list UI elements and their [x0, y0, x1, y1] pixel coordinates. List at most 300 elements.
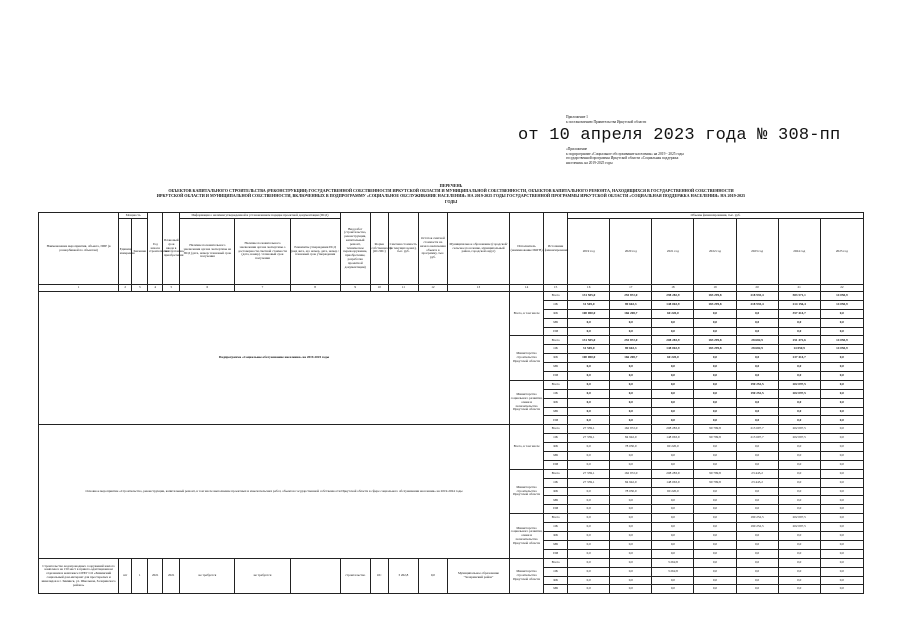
hdr-year: 2020 год	[610, 219, 652, 285]
amount-cell: 0,0	[694, 363, 736, 372]
amount-cell: 0,0	[694, 407, 736, 416]
object-c12: 0,0	[418, 558, 447, 594]
amount-cell: 0,0	[610, 389, 652, 398]
amount-cell: 27 339,1	[568, 478, 610, 487]
amount-cell: 0,0	[652, 327, 694, 336]
amount-cell: 31 505,0	[568, 345, 610, 354]
amount-cell: 100 000,0	[568, 354, 610, 363]
amount-cell: 14 050,9	[820, 300, 863, 309]
amount-cell: 0,0	[694, 549, 736, 558]
amount-cell: 27 339,1	[568, 469, 610, 478]
source-cell: ОБ	[544, 523, 568, 532]
amount-cell: 0,0	[610, 549, 652, 558]
amount-cell: 0,0	[568, 487, 610, 496]
hdr-c10: Форма собственности (ОС/МС)	[370, 213, 388, 285]
amount-cell: 190 252,5	[736, 380, 778, 389]
amount-cell: 0,0	[778, 532, 820, 541]
amount-cell: 0,0	[820, 460, 863, 469]
document-title	[40, 183, 862, 204]
amount-cell: 0,0	[610, 398, 652, 407]
hdr-c7: Наличие положительного заключения органа экспертизы о достоверности сметной стоимости (дата, номер) / плановый срок получения	[235, 219, 290, 285]
source-cell: Всего	[544, 558, 568, 567]
amount-cell: 0,0	[568, 327, 610, 336]
amount-cell: 0,0	[652, 389, 694, 398]
title-line-2: ОБЪЕКТОВ КАПИТАЛЬНОГО СТРОИТЕЛЬСТВА (РЕКОНСТРУКЦИИ) ГОСУДАРСТВЕННОЙ СОБСТВЕННОСТИ ИРКУТСКОЙ ОБЛАСТИ И МУНИЦИПАЛЬНОЙ СОБСТВЕННОСТИ, ОБЪЕКТОВ КАПИТАЛЬНОГО РЕМОНТА, НАХОДЯЩИХСЯ В ГОСУДАРСТВЕННОЙ СОБСТВЕННОСТИ	[168, 188, 734, 194]
amount-cell: 0,0	[652, 372, 694, 381]
title-line-3: ИРКУТСКОЙ ОБЛАСТИ И МУНИЦИПАЛЬНОЙ СОБСТВЕННОСТИ, ВКЛЮЧЕННЫХ В ПОДПРОГРАММУ «СОЦИАЛЬНОЕ ОБСЛУЖИВАНИЕ НАСЕЛЕНИЯ» НА 2019-2025 ГОДЫ ГОСУДАРСТВЕННОЙ ПРОГРАММЫ ИРКУТСКОЙ ОБЛАСТИ «СОЦИАЛЬНАЯ ПОДДЕРЖКА НАСЕЛЕНИЯ» НА 2019-2025	[156, 193, 746, 199]
object-c10: ОС	[370, 558, 388, 594]
amount-cell: 0,0	[652, 318, 694, 327]
amount-cell: 0,0	[568, 363, 610, 372]
amount-cell: 0,0	[778, 478, 820, 487]
objects-table	[38, 212, 864, 594]
amount-cell: 0,0	[652, 398, 694, 407]
amount-cell: 27 339,1	[568, 434, 610, 443]
amount-cell: 0,0	[694, 354, 736, 363]
amount-cell: 0,0	[778, 540, 820, 549]
amount-cell: 0,0	[736, 585, 778, 594]
amount-cell: 0,0	[820, 389, 863, 398]
amount-cell: 237 414,7	[778, 354, 820, 363]
amount-cell: 0,0	[820, 532, 863, 541]
source-cell: МБ	[544, 363, 568, 372]
amount-cell: 0,0	[652, 540, 694, 549]
amount-cell: 0,0	[694, 416, 736, 425]
amount-cell: 0,0	[694, 398, 736, 407]
source-cell: Всего	[544, 469, 568, 478]
hdr-power: Мощность	[119, 213, 148, 219]
hdr-year: 2025 год	[820, 219, 863, 285]
amount-cell: 202 097,5	[778, 389, 820, 398]
amount-cell: 0,0	[652, 460, 694, 469]
source-cell: Всего	[544, 336, 568, 345]
amount-cell: 0,0	[820, 540, 863, 549]
amount-cell: 0,0	[820, 372, 863, 381]
amount-cell: 0,0	[736, 443, 778, 452]
column-number: 10	[370, 285, 388, 292]
amount-cell: 0,0	[694, 496, 736, 505]
source-cell: ОБ	[544, 300, 568, 309]
amount-cell: 0,0	[568, 407, 610, 416]
amount-cell: 0,0	[820, 487, 863, 496]
amount-cell: 28 682,9	[736, 345, 778, 354]
hdr-year: 2022 год	[694, 219, 736, 285]
executor-cell: Министерство строительства Иркутской области	[510, 469, 544, 513]
amount-cell: 14 050,9	[820, 336, 863, 345]
amount-cell: 0,0	[778, 558, 820, 567]
source-cell: ФБ	[544, 487, 568, 496]
amount-cell: 0,0	[694, 309, 736, 318]
amount-cell: 0,0	[652, 549, 694, 558]
amount-cell: 0,0	[820, 523, 863, 532]
amount-cell: 0,0	[778, 407, 820, 416]
amount-cell: 0,0	[820, 558, 863, 567]
amount-cell: 0,0	[568, 460, 610, 469]
amount-cell: 0,0	[652, 407, 694, 416]
amount-cell: 0,0	[568, 567, 610, 576]
object-c11: 3 262,8	[388, 558, 418, 594]
amount-cell: 78 030,0	[610, 443, 652, 452]
amount-cell: 0,0	[652, 380, 694, 389]
amount-cell: 0,0	[610, 567, 652, 576]
section-label: Подпрограмма «Социальное обслуживание населения» на 2019-2025 годы	[39, 292, 510, 425]
amount-cell: 0,0	[820, 434, 863, 443]
amount-cell: 0,0	[736, 407, 778, 416]
amount-cell: 0,0	[568, 452, 610, 461]
hdr-year: 2021 год	[652, 219, 694, 285]
amount-cell: 0,0	[568, 523, 610, 532]
amount-cell: 0,0	[652, 452, 694, 461]
column-number: 18	[652, 285, 694, 292]
amount-cell: 3 262,8	[652, 558, 694, 567]
amount-cell: 0,0	[610, 496, 652, 505]
amount-cell: 0,0	[778, 469, 820, 478]
amount-cell: 0,0	[694, 576, 736, 585]
amount-cell: 0,0	[736, 487, 778, 496]
amount-cell: 0,0	[820, 309, 863, 318]
amount-cell: 0,0	[694, 567, 736, 576]
source-cell: ИИ	[544, 549, 568, 558]
hdr-year: 2024 год	[778, 219, 820, 285]
amount-cell: 84 942,0	[610, 478, 652, 487]
amount-cell: 0,0	[778, 576, 820, 585]
amount-cell: 0,0	[736, 460, 778, 469]
amount-cell: 0,0	[694, 532, 736, 541]
amount-cell: 0,0	[778, 398, 820, 407]
amount-cell: 0,0	[610, 558, 652, 567]
amount-cell: 0,0	[736, 363, 778, 372]
amount-cell: 89 663,3	[610, 345, 652, 354]
amount-cell: 0,0	[820, 354, 863, 363]
amount-cell: 190 252,5	[736, 389, 778, 398]
amount-cell: 0,0	[778, 318, 820, 327]
app-line-1: к подпрограмме «Социальное обслуживание населения» на 2019 - 2025 годы	[566, 151, 684, 156]
hdr-fin: Объемы финансирования, тыс. руб.	[568, 213, 864, 219]
amount-cell: 0,0	[568, 558, 610, 567]
amount-cell: 23 445,2	[736, 469, 778, 478]
amount-cell: 0,0	[736, 398, 778, 407]
title-line-4: ГОДЫ	[444, 198, 458, 204]
amount-cell: 0,0	[610, 523, 652, 532]
source-cell: ИИ	[544, 416, 568, 425]
amount-cell: 90 799,8	[694, 469, 736, 478]
column-number: 1	[39, 285, 119, 292]
amount-cell: 23 445,2	[736, 478, 778, 487]
object-name: Строительство водопроводных сооружений жилого комплекса на 150 мест в приюто-адаптационном отделении и комплексе ОГБУ СО «Зиминский социальный дом-интернат для престарелых и инвалидов в г. Зиминск, ул. Школьная, Заларинского района»	[39, 558, 119, 594]
amount-cell: 0,0	[736, 452, 778, 461]
amount-cell: 14 050,9	[820, 292, 863, 301]
amount-cell: 0,0	[778, 567, 820, 576]
amount-cell: 0,0	[568, 505, 610, 514]
column-number: 13	[447, 285, 509, 292]
amount-cell: 3 262,8	[652, 567, 694, 576]
amount-cell: 0,0	[652, 576, 694, 585]
source-cell: ИИ	[544, 327, 568, 336]
amount-cell: 78 030,0	[610, 487, 652, 496]
amount-cell: 162 972,0	[610, 469, 652, 478]
amount-cell: 0,0	[568, 380, 610, 389]
amount-cell: 14 050,9	[820, 345, 863, 354]
amount-cell: 0,0	[820, 505, 863, 514]
table-row	[39, 425, 864, 434]
hdr-c12: Остаток сметной стоимости на начало включения объекта в программу, тыс. руб.	[418, 213, 447, 285]
source-cell: Всего	[544, 425, 568, 434]
column-number: 21	[778, 285, 820, 292]
amount-cell: 190 252,5	[736, 514, 778, 523]
amount-cell: 60 220,0	[652, 354, 694, 363]
amount-cell: 166 208,7	[610, 309, 652, 318]
source-cell: ОБ	[544, 567, 568, 576]
amount-cell: 0,0	[610, 585, 652, 594]
amount-cell: 183 299,8	[694, 336, 736, 345]
column-number: 9	[340, 285, 370, 292]
amount-cell: 202 097,5	[778, 514, 820, 523]
source-cell: ИИ	[544, 460, 568, 469]
amount-cell: 0,0	[736, 318, 778, 327]
source-cell: ФБ	[544, 576, 568, 585]
source-cell: ФБ	[544, 354, 568, 363]
amount-cell: 148 063,9	[652, 300, 694, 309]
amount-cell: 0,0	[568, 416, 610, 425]
amount-cell: 0,0	[610, 460, 652, 469]
appendix-label: Приложение 1	[566, 115, 588, 119]
amount-cell: 0,0	[778, 460, 820, 469]
column-numbers-row	[39, 285, 864, 292]
hdr-year: 2023 год	[736, 219, 778, 285]
decree-label: к постановлению Правительства Иркутской области	[566, 119, 647, 124]
empty-cell	[290, 558, 340, 594]
hdr-c4: Год начала строительства	[148, 213, 163, 285]
amount-cell: 202 097,5	[778, 523, 820, 532]
amount-cell: 0,0	[694, 540, 736, 549]
amount-cell: 0,0	[820, 478, 863, 487]
column-number: 17	[610, 285, 652, 292]
amount-cell: 90 799,8	[694, 425, 736, 434]
object-c13: Муниципальное образование "Заларинский район"	[447, 558, 509, 594]
amount-cell: 190 252,5	[736, 523, 778, 532]
amount-cell: 0,0	[610, 318, 652, 327]
amount-cell: 148 063,9	[652, 434, 694, 443]
object-c14: Министерство строительства Иркутской области	[510, 558, 544, 594]
amount-cell: 0,0	[568, 443, 610, 452]
source-cell: МБ	[544, 540, 568, 549]
column-number: 12	[418, 285, 447, 292]
executor-cell: Министерство социального развития, опеки и попечительства Иркутской области	[510, 514, 544, 558]
amount-cell: 0,0	[610, 514, 652, 523]
amount-cell: 0,0	[736, 354, 778, 363]
amount-cell: 31 505,0	[568, 300, 610, 309]
object-unit: шт	[119, 558, 132, 594]
executor-cell: Министерство строительства Иркутской области	[510, 336, 544, 380]
amount-cell: 60 220,0	[652, 487, 694, 496]
amount-cell: 0,0	[694, 585, 736, 594]
source-cell: ФБ	[544, 309, 568, 318]
amount-cell: 0,0	[568, 398, 610, 407]
object-row	[39, 558, 864, 567]
amount-cell: 208 283,9	[652, 469, 694, 478]
amount-cell: 0,0	[568, 372, 610, 381]
amount-cell: 255 872,0	[610, 336, 652, 345]
amount-cell: 183 299,8	[694, 292, 736, 301]
amount-cell: 218 935,4	[736, 300, 778, 309]
amount-cell: 0,0	[820, 398, 863, 407]
amount-cell: 0,0	[694, 380, 736, 389]
amount-cell: 0,0	[610, 372, 652, 381]
column-number: 14	[510, 285, 544, 292]
amount-cell: 0,0	[736, 558, 778, 567]
source-cell: МБ	[544, 585, 568, 594]
table-row	[39, 292, 864, 301]
column-number: 3	[132, 285, 148, 292]
amount-cell: 0,0	[694, 505, 736, 514]
amount-cell: 0,0	[820, 363, 863, 372]
amount-cell: 0,0	[652, 532, 694, 541]
amount-cell: 255 872,0	[610, 292, 652, 301]
hdr-c5: Плановый срок ввода в эксплуатацию/ приобретения	[163, 213, 180, 285]
amount-cell: 0,0	[736, 576, 778, 585]
object-c6: не требуется	[180, 558, 235, 594]
amount-cell: 0,0	[820, 549, 863, 558]
amount-cell: 0,0	[736, 416, 778, 425]
hdr-c3: Значение	[132, 219, 148, 285]
amount-cell: 202 097,5	[778, 380, 820, 389]
amount-cell: 0,0	[610, 407, 652, 416]
amount-cell: 0,0	[820, 425, 863, 434]
amount-cell: 0,0	[694, 452, 736, 461]
column-number: 11	[388, 285, 418, 292]
column-number: 6	[180, 285, 235, 292]
column-number: 8	[290, 285, 340, 292]
amount-cell: 251 472,6	[778, 336, 820, 345]
amount-cell: 148 063,9	[652, 345, 694, 354]
amount-cell: 0,0	[778, 443, 820, 452]
amount-cell: 0,0	[736, 327, 778, 336]
amount-cell: 208 283,9	[652, 336, 694, 345]
source-cell: ОБ	[544, 389, 568, 398]
amount-cell: 0,0	[694, 372, 736, 381]
amount-cell: 0,0	[736, 309, 778, 318]
column-number: 4	[148, 285, 163, 292]
hdr-docs: Информация о наличии утвержденной и установленном порядке проектной документации (ПСД)	[180, 213, 340, 219]
amount-cell: 0,0	[610, 576, 652, 585]
source-cell: МБ	[544, 496, 568, 505]
column-number: 5	[163, 285, 180, 292]
source-cell: ОБ	[544, 478, 568, 487]
hdr-c15: Источники финансирования	[544, 213, 568, 285]
amount-cell: 131 505,0	[568, 292, 610, 301]
amount-cell: 218 935,4	[736, 292, 778, 301]
amount-cell: 0,0	[610, 505, 652, 514]
amount-cell: 0,0	[652, 585, 694, 594]
object-value: 1	[132, 558, 148, 594]
column-number: 19	[694, 285, 736, 292]
column-number: 16	[568, 285, 610, 292]
hdr-c8: Реквизиты утверждения ПСД (вид акта, его номер, дата, номер / плановый срок утверждения	[290, 219, 340, 285]
object-end: 2021	[163, 558, 180, 594]
amount-cell: 0,0	[694, 514, 736, 523]
object-c7: не требуется	[235, 558, 290, 594]
amount-cell: 214 156,4	[778, 300, 820, 309]
source-cell: ИИ	[544, 372, 568, 381]
amount-cell: 0,0	[610, 452, 652, 461]
amount-cell: 0,0	[652, 514, 694, 523]
source-cell: Всего	[544, 380, 568, 389]
hdr-c1: Наименование мероприятия, объекта, ППР (в разнорбивкой по объектам)	[39, 213, 119, 285]
source-cell: ФБ	[544, 398, 568, 407]
column-number: 22	[820, 285, 863, 292]
amount-cell: 183 299,8	[694, 300, 736, 309]
amount-cell: 0,0	[694, 523, 736, 532]
hdr-c9: Вид работ (строительство, реконструкция, капитальный ремонт, техническое перевооружение, приобретение, разработка проектной документации)	[340, 213, 370, 285]
amount-cell: 0,0	[778, 549, 820, 558]
column-number: 7	[235, 285, 290, 292]
source-cell: МБ	[544, 407, 568, 416]
amount-cell: 0,0	[736, 540, 778, 549]
amount-cell: 0,0	[778, 505, 820, 514]
amount-cell: 0,0	[568, 576, 610, 585]
amount-cell: 208 283,9	[652, 425, 694, 434]
source-cell: ФБ	[544, 532, 568, 541]
hdr-c2: Единица измерения	[119, 219, 132, 285]
amount-cell: 0,0	[610, 327, 652, 336]
amount-cell: 0,0	[820, 514, 863, 523]
amount-cell: 14 050,9	[778, 345, 820, 354]
amount-cell: 213 697,7	[736, 434, 778, 443]
amount-cell: 0,0	[694, 327, 736, 336]
amount-cell: 0,0	[568, 532, 610, 541]
amount-cell: 0,0	[820, 496, 863, 505]
amount-cell: 0,0	[568, 549, 610, 558]
amount-cell: 166 208,7	[610, 354, 652, 363]
amount-cell: 0,0	[568, 540, 610, 549]
amount-cell: 0,0	[610, 363, 652, 372]
amount-cell: 28 682,9	[736, 336, 778, 345]
amount-cell: 0,0	[820, 567, 863, 576]
amount-cell: 0,0	[694, 443, 736, 452]
amount-cell: 0,0	[820, 452, 863, 461]
column-number: 20	[736, 285, 778, 292]
amount-cell: 148 063,9	[652, 478, 694, 487]
amount-cell: 0,0	[652, 416, 694, 425]
amount-cell: 0,0	[652, 505, 694, 514]
amount-cell: 0,0	[778, 363, 820, 372]
amount-cell: 0,0	[610, 532, 652, 541]
amount-cell: 0,0	[736, 496, 778, 505]
object-start: 2021	[148, 558, 163, 594]
amount-cell: 90 799,8	[694, 478, 736, 487]
amount-cell: 0,0	[610, 380, 652, 389]
hdr-c6: Наличие положительного заключения органа экспертизы на ПСД (дата, номер/ плановый срок получения	[180, 219, 235, 285]
source-cell: МБ	[544, 452, 568, 461]
amount-cell: 0,0	[736, 372, 778, 381]
amount-cell: 0,0	[820, 443, 863, 452]
executor-cell: Всего, в том числе	[510, 425, 544, 469]
source-cell: ОБ	[544, 434, 568, 443]
amount-cell: 0,0	[820, 576, 863, 585]
amount-cell: 0,0	[736, 549, 778, 558]
amount-cell: 0,0	[778, 496, 820, 505]
source-cell: Всего	[544, 514, 568, 523]
source-cell: Всего	[544, 292, 568, 301]
amount-cell: 84 942,0	[610, 434, 652, 443]
amount-cell: 0,0	[568, 496, 610, 505]
amount-cell: 0,0	[694, 487, 736, 496]
amount-cell: 60 220,0	[652, 443, 694, 452]
amount-cell: 0,0	[568, 389, 610, 398]
amount-cell: 0,0	[610, 540, 652, 549]
hdr-c11: Сметная стоимость (в текущих ценах), тыс. руб.	[388, 213, 418, 285]
amount-cell: 0,0	[610, 416, 652, 425]
